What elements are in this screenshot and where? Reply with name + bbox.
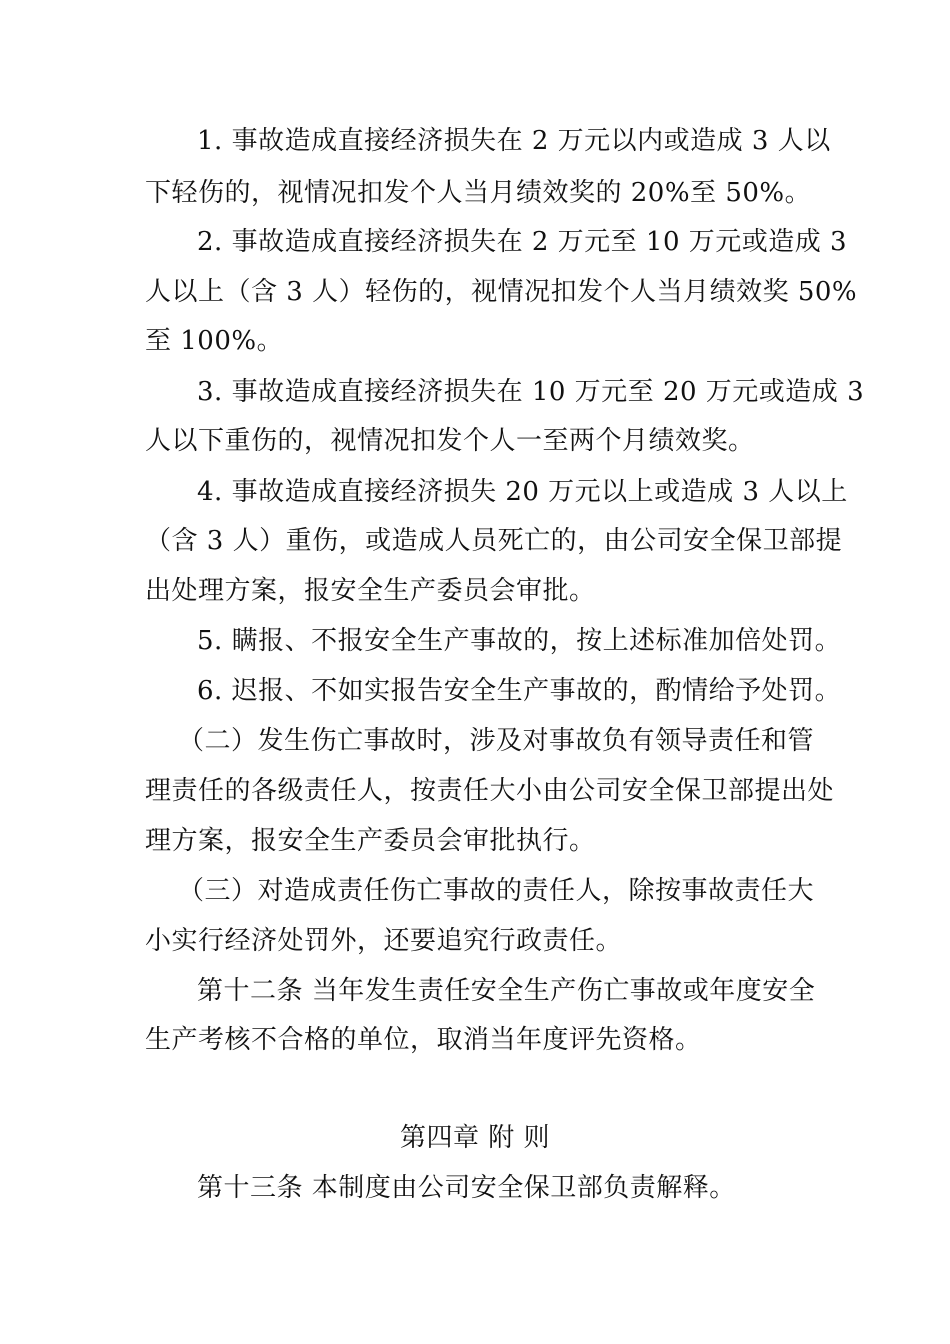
paragraph-line: 3. 事故造成直接经济损失在 10 万元至 20 万元或造成 3 — [197, 377, 865, 407]
paragraph-line: 人以下重伤的，视情况扣发个人一至两个月绩效奖。 — [145, 426, 755, 456]
paragraph-line: 1. 事故造成直接经济损失在 2 万元以内或造成 3 人以 — [197, 126, 831, 156]
paragraph-line: 小实行经济处罚外，还要追究行政责任。 — [145, 926, 623, 956]
paragraph-line: （三）对造成责任伤亡事故的责任人，除按事故责任大 — [178, 876, 815, 906]
paragraph-line: 至 100%。 — [145, 326, 284, 356]
paragraph-line: 第十三条 本制度由公司安全保卫部负责解释。 — [197, 1173, 736, 1203]
paragraph-line: 第十二条 当年发生责任安全生产伤亡事故或年度安全 — [197, 976, 816, 1006]
paragraph-line: （二）发生伤亡事故时，涉及对事故负有领导责任和管 — [178, 726, 815, 756]
paragraph-line: 人以上（含 3 人）轻伤的，视情况扣发个人当月绩效奖 50% — [145, 277, 858, 307]
paragraph-line: 2. 事故造成直接经济损失在 2 万元至 10 万元或造成 3 — [197, 227, 848, 257]
paragraph-line: 生产考核不合格的单位，取消当年度评先资格。 — [145, 1025, 702, 1055]
paragraph-line: 6. 迟报、不如实报告安全生产事故的，酌情给予处罚。 — [197, 676, 842, 706]
paragraph-line: 理方案，报安全生产委员会审批执行。 — [145, 826, 596, 856]
paragraph-line: 4. 事故造成直接经济损失 20 万元以上或造成 3 人以上 — [197, 477, 848, 507]
chapter-heading: 第四章 附 则 — [399, 1123, 551, 1153]
paragraph-line: 理责任的各级责任人，按责任大小由公司安全保卫部提出处 — [145, 776, 835, 806]
paragraph-line: 下轻伤的，视情况扣发个人当月绩效奖的 20%至 50%。 — [145, 178, 812, 208]
paragraph-line: 出处理方案，报安全生产委员会审批。 — [145, 576, 596, 606]
paragraph-line: 5. 瞒报、不报安全生产事故的，按上述标准加倍处罚。 — [197, 626, 842, 656]
paragraph-line: （含 3 人）重伤，或造成人员死亡的，由公司安全保卫部提 — [145, 526, 843, 556]
